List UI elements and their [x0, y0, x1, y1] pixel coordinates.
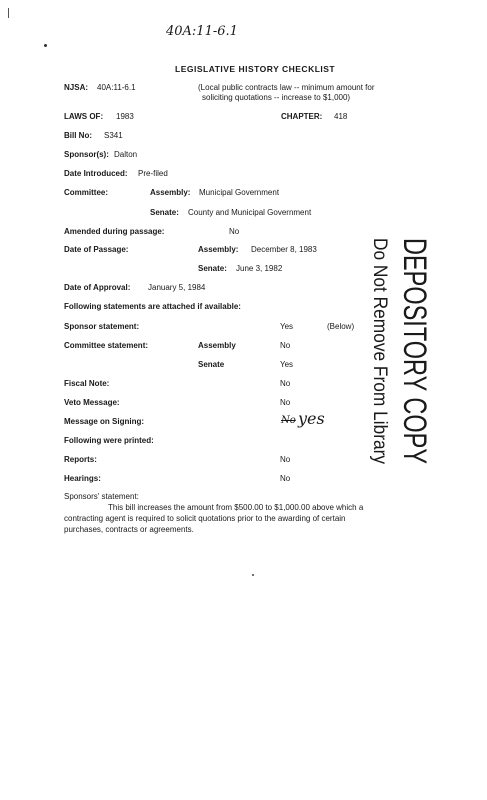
handwritten-no-struck: No [281, 415, 296, 426]
approval-label: Date of Approval: [64, 283, 131, 292]
stamp-line2: Do Not Remove From Library [369, 238, 390, 487]
printed-heading: Following were printed: [64, 436, 154, 445]
handwritten-reference: 40A:11-6.1 [166, 24, 238, 39]
committee-senate-label: Senate: [150, 208, 179, 217]
handwritten-yes: yes [298, 409, 325, 428]
amended-value: No [229, 227, 240, 236]
scan-mark [8, 8, 9, 18]
sponsors-statement-heading: Sponsors' statement: [64, 492, 139, 501]
hearings-value: No [280, 474, 291, 483]
committee-statement-label: Committee statement: [64, 341, 149, 350]
document-title: LEGISLATIVE HISTORY CHECKLIST [175, 64, 336, 74]
attached-heading: Following statements are attached if available: [64, 302, 241, 311]
bill-no-value: S341 [104, 131, 123, 140]
passage-assembly-label: Assembly: [198, 245, 239, 254]
veto-message-label: Veto Message: [64, 398, 120, 407]
chapter-value: 418 [334, 112, 348, 121]
committee-assembly-value: Municipal Government [199, 188, 280, 197]
fiscal-note-value: No [280, 379, 291, 388]
sponsors-statement-line2: contracting agent is required to solicit quotations prior to the awarding of certain [64, 514, 346, 523]
date-introduced-label: Date Introduced: [64, 169, 128, 178]
sponsors-statement-line3: purchases, contracts or agreements. [64, 525, 194, 534]
njsa-description-line1: (Local public contracts law -- minimum amount for [198, 83, 375, 92]
message-signing-label: Message on Signing: [64, 417, 145, 426]
committee-label: Committee: [64, 188, 109, 197]
scan-dot [252, 574, 254, 576]
sponsor-statement-value: Yes [280, 322, 294, 331]
committee-senate-value: County and Municipal Government [188, 208, 312, 217]
sponsors-statement-line1: This bill increases the amount from $500.00 to $1,000.00 above which a [108, 503, 364, 512]
njsa-label: NJSA: [64, 83, 89, 92]
sponsor-statement-label: Sponsor statement: [64, 322, 140, 331]
chapter-label: CHAPTER: [281, 112, 323, 121]
committee-assembly-label: Assembly: [150, 188, 191, 197]
njsa-value: 40A:11-6.1 [97, 83, 136, 92]
amended-label: Amended during passage: [64, 227, 165, 236]
committee-statement-assembly-label: Assembly [198, 341, 236, 350]
passage-label: Date of Passage: [64, 245, 129, 254]
hearings-label: Hearings: [64, 474, 101, 483]
bill-no-label: Bill No: [64, 131, 92, 140]
committee-statement-senate-label: Senate [198, 360, 225, 369]
njsa-description-line2: soliciting quotations -- increase to $1,000) [202, 93, 351, 102]
sponsors-value: Dalton [114, 150, 138, 159]
passage-senate-label: Senate: [198, 264, 227, 273]
depository-stamp [369, 236, 440, 546]
sponsor-statement-note: (Below) [327, 322, 355, 331]
date-introduced-value: Pre-filed [138, 169, 168, 178]
stamp-line1: DEPOSITORY COPY [397, 238, 433, 546]
passage-assembly-value: December 8, 1983 [251, 245, 317, 254]
laws-of-value: 1983 [116, 112, 134, 121]
reports-value: No [280, 455, 291, 464]
approval-value: January 5, 1984 [148, 283, 206, 292]
laws-of-label: LAWS OF: [64, 112, 104, 121]
veto-message-value: No [280, 398, 291, 407]
scan-dot [44, 44, 47, 47]
committee-statement-senate-value: Yes [280, 360, 294, 369]
passage-senate-value: June 3, 1982 [236, 264, 283, 273]
committee-statement-assembly-value: No [280, 341, 291, 350]
sponsors-label: Sponsor(s): [64, 150, 109, 159]
fiscal-note-label: Fiscal Note: [64, 379, 110, 388]
reports-label: Reports: [64, 455, 97, 464]
